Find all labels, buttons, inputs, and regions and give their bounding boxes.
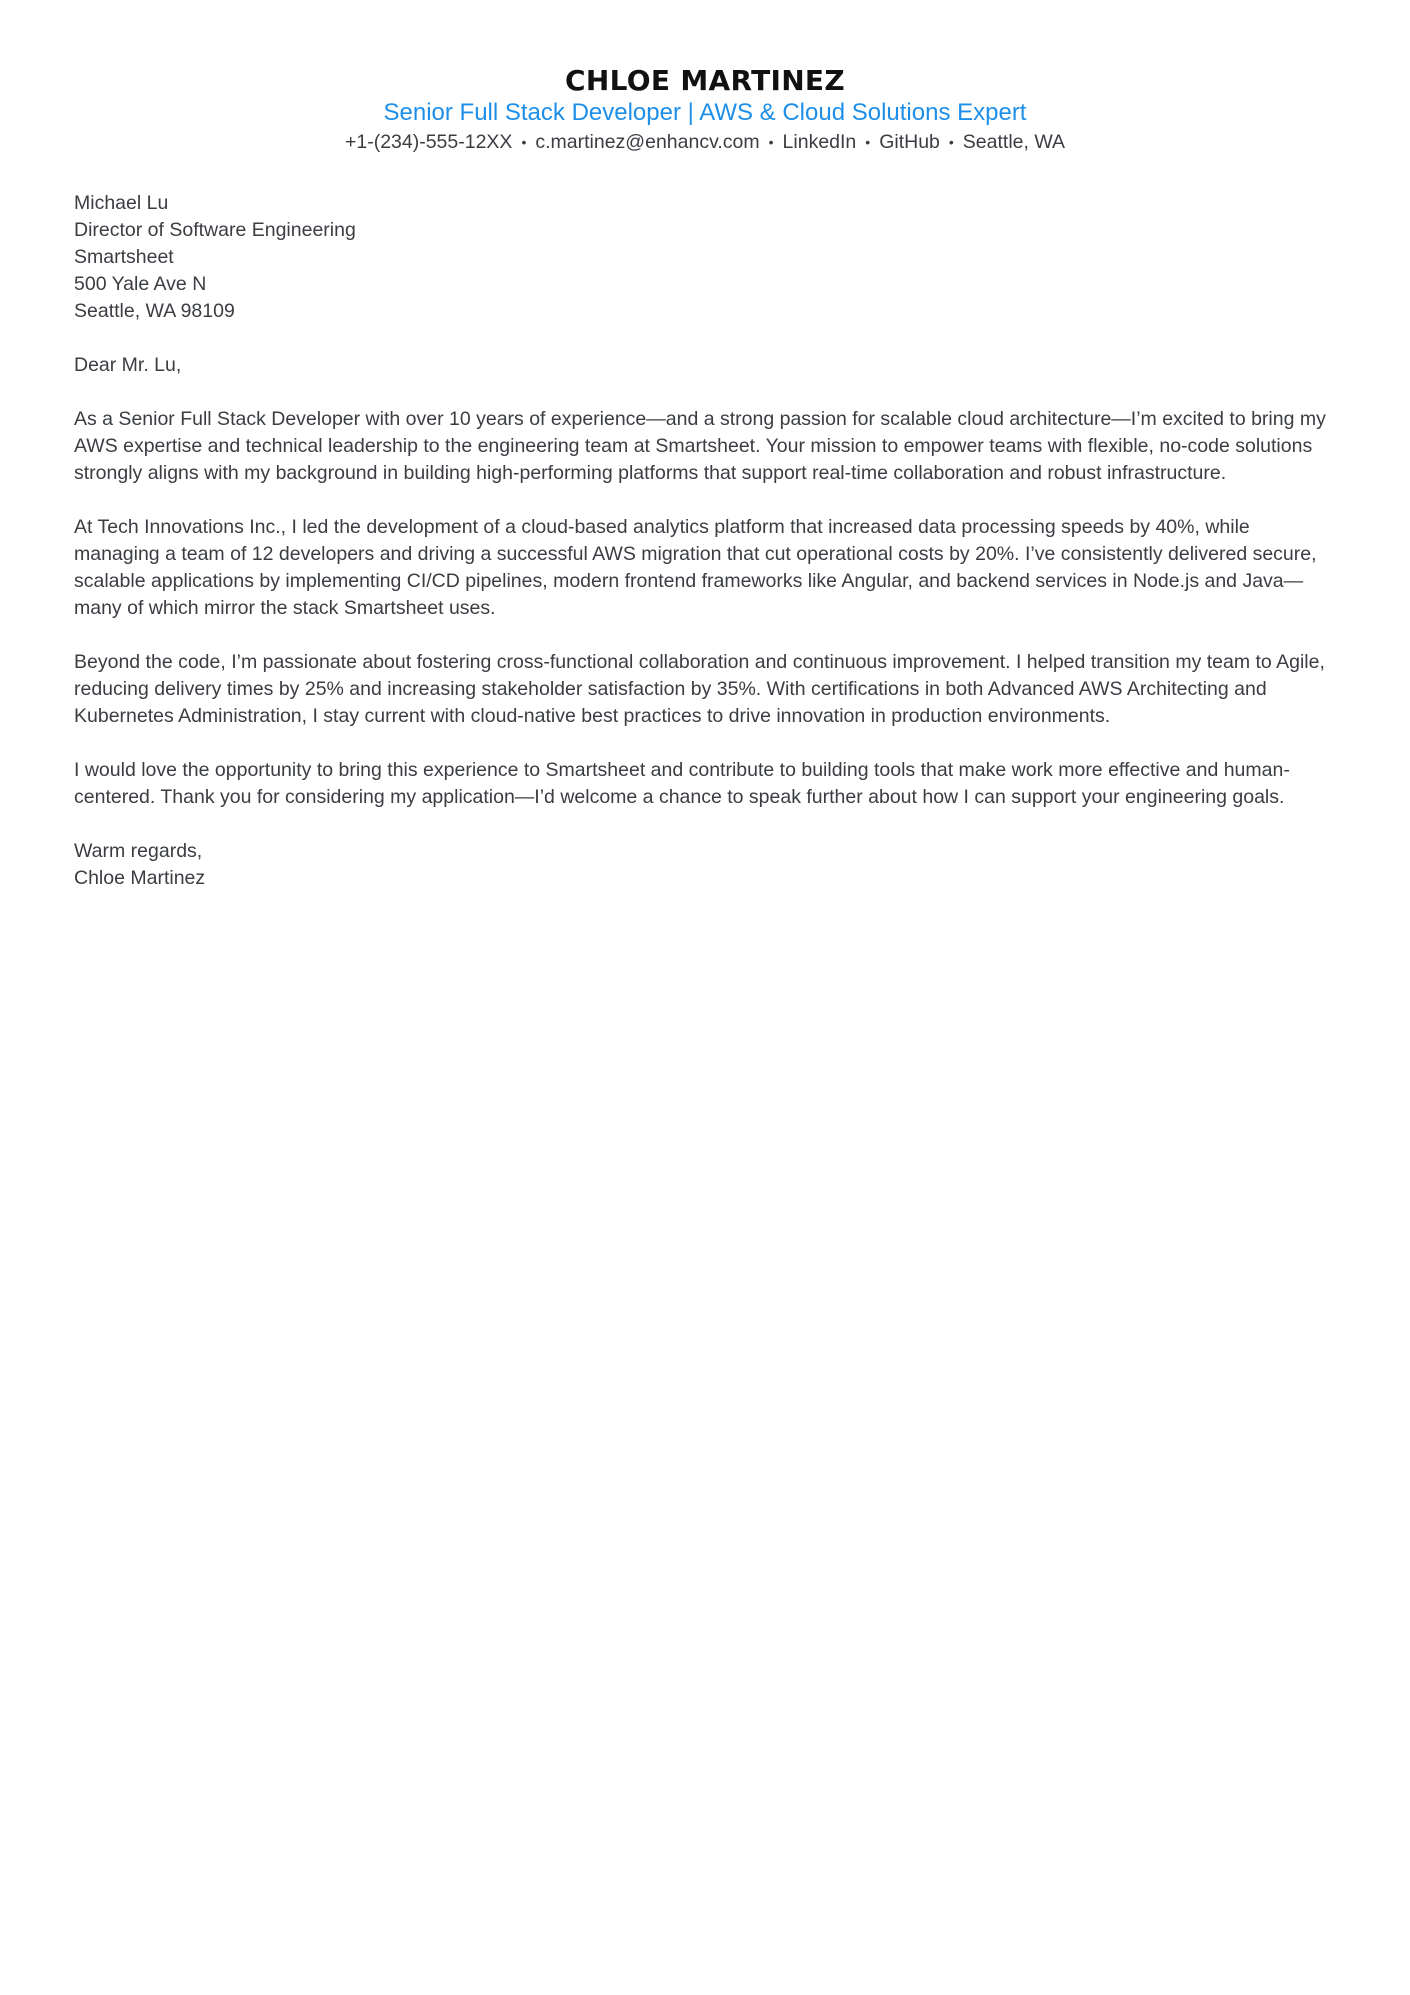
linkedin-link[interactable]: LinkedIn <box>782 131 857 153</box>
separator-dot: • <box>521 134 527 150</box>
email-link[interactable]: c.martinez@enhancv.com <box>535 131 760 153</box>
recipient-role: Director of Software Engineering <box>74 219 356 241</box>
salutation: Dear Mr. Lu, <box>74 354 182 376</box>
recipient-city: Seattle, WA 98109 <box>74 300 235 322</box>
body-paragraph: I would love the opportunity to bring this experience to Smartsheet and contribute to building tools that make work more effective and human-centered. Thank you for considering my application—I’d welcome a chance to speak further about how I can support your engineering goals. <box>74 759 1290 808</box>
valediction: Warm regards, <box>74 840 203 862</box>
letter-header <box>74 64 1336 156</box>
signature: Chloe Martinez <box>74 867 206 889</box>
github-link[interactable]: GitHub <box>879 131 940 153</box>
body-paragraph: At Tech Innovations Inc., I led the development of a cloud-based analytics platform that increased data processing speeds by 40%, while managing a team of 12 developers and driving a successful AWS migration that cut operational costs by 20%. I’ve consistently delivered secure, scalable applications by implementing CI/CD pipelines, modern frontend frameworks like Angular, and backend services in Node.js and Java—many of which mirror the stack Smartsheet uses. <box>74 516 1317 619</box>
body-paragraph: As a Senior Full Stack Developer with over 10 years of experience—and a strong passion for scalable cloud architecture—I’m excited to bring my AWS expertise and technical leadership to the engineering team at Smartsheet. Your mission to empower teams with flexible, no-code solutions strongly aligns with my background in building high-performing platforms that support real-time collaboration and robust infrastructure. <box>74 408 1326 484</box>
letter-body <box>74 190 1336 892</box>
location: Seattle, WA <box>962 131 1066 153</box>
recipient-name: Michael Lu <box>74 192 169 214</box>
separator-dot: • <box>768 134 774 150</box>
applicant-title: Senior Full Stack Developer | AWS & Cloud Solutions Expert <box>383 99 1027 126</box>
recipient-block <box>74 190 1336 325</box>
separator-dot: • <box>865 134 871 150</box>
phone: +1-(234)-555-12XX <box>344 131 513 153</box>
contact-line <box>74 128 1336 156</box>
recipient-company: Smartsheet <box>74 246 174 268</box>
closing-block <box>74 838 1336 892</box>
recipient-street: 500 Yale Ave N <box>74 273 207 295</box>
body-paragraph: Beyond the code, I’m passionate about fostering cross-functional collaboration and continuous improvement. I helped transition my team to Agile, reducing delivery times by 25% and increasing stakeholder satisfaction by 35%. With certifications in both Advanced AWS Architecting and Kubernetes Administration, I stay current with cloud-native best practices to drive innovation in production environments. <box>74 651 1325 727</box>
separator-dot: • <box>948 134 954 150</box>
applicant-name: CHLOE MARTINEZ <box>565 64 845 97</box>
